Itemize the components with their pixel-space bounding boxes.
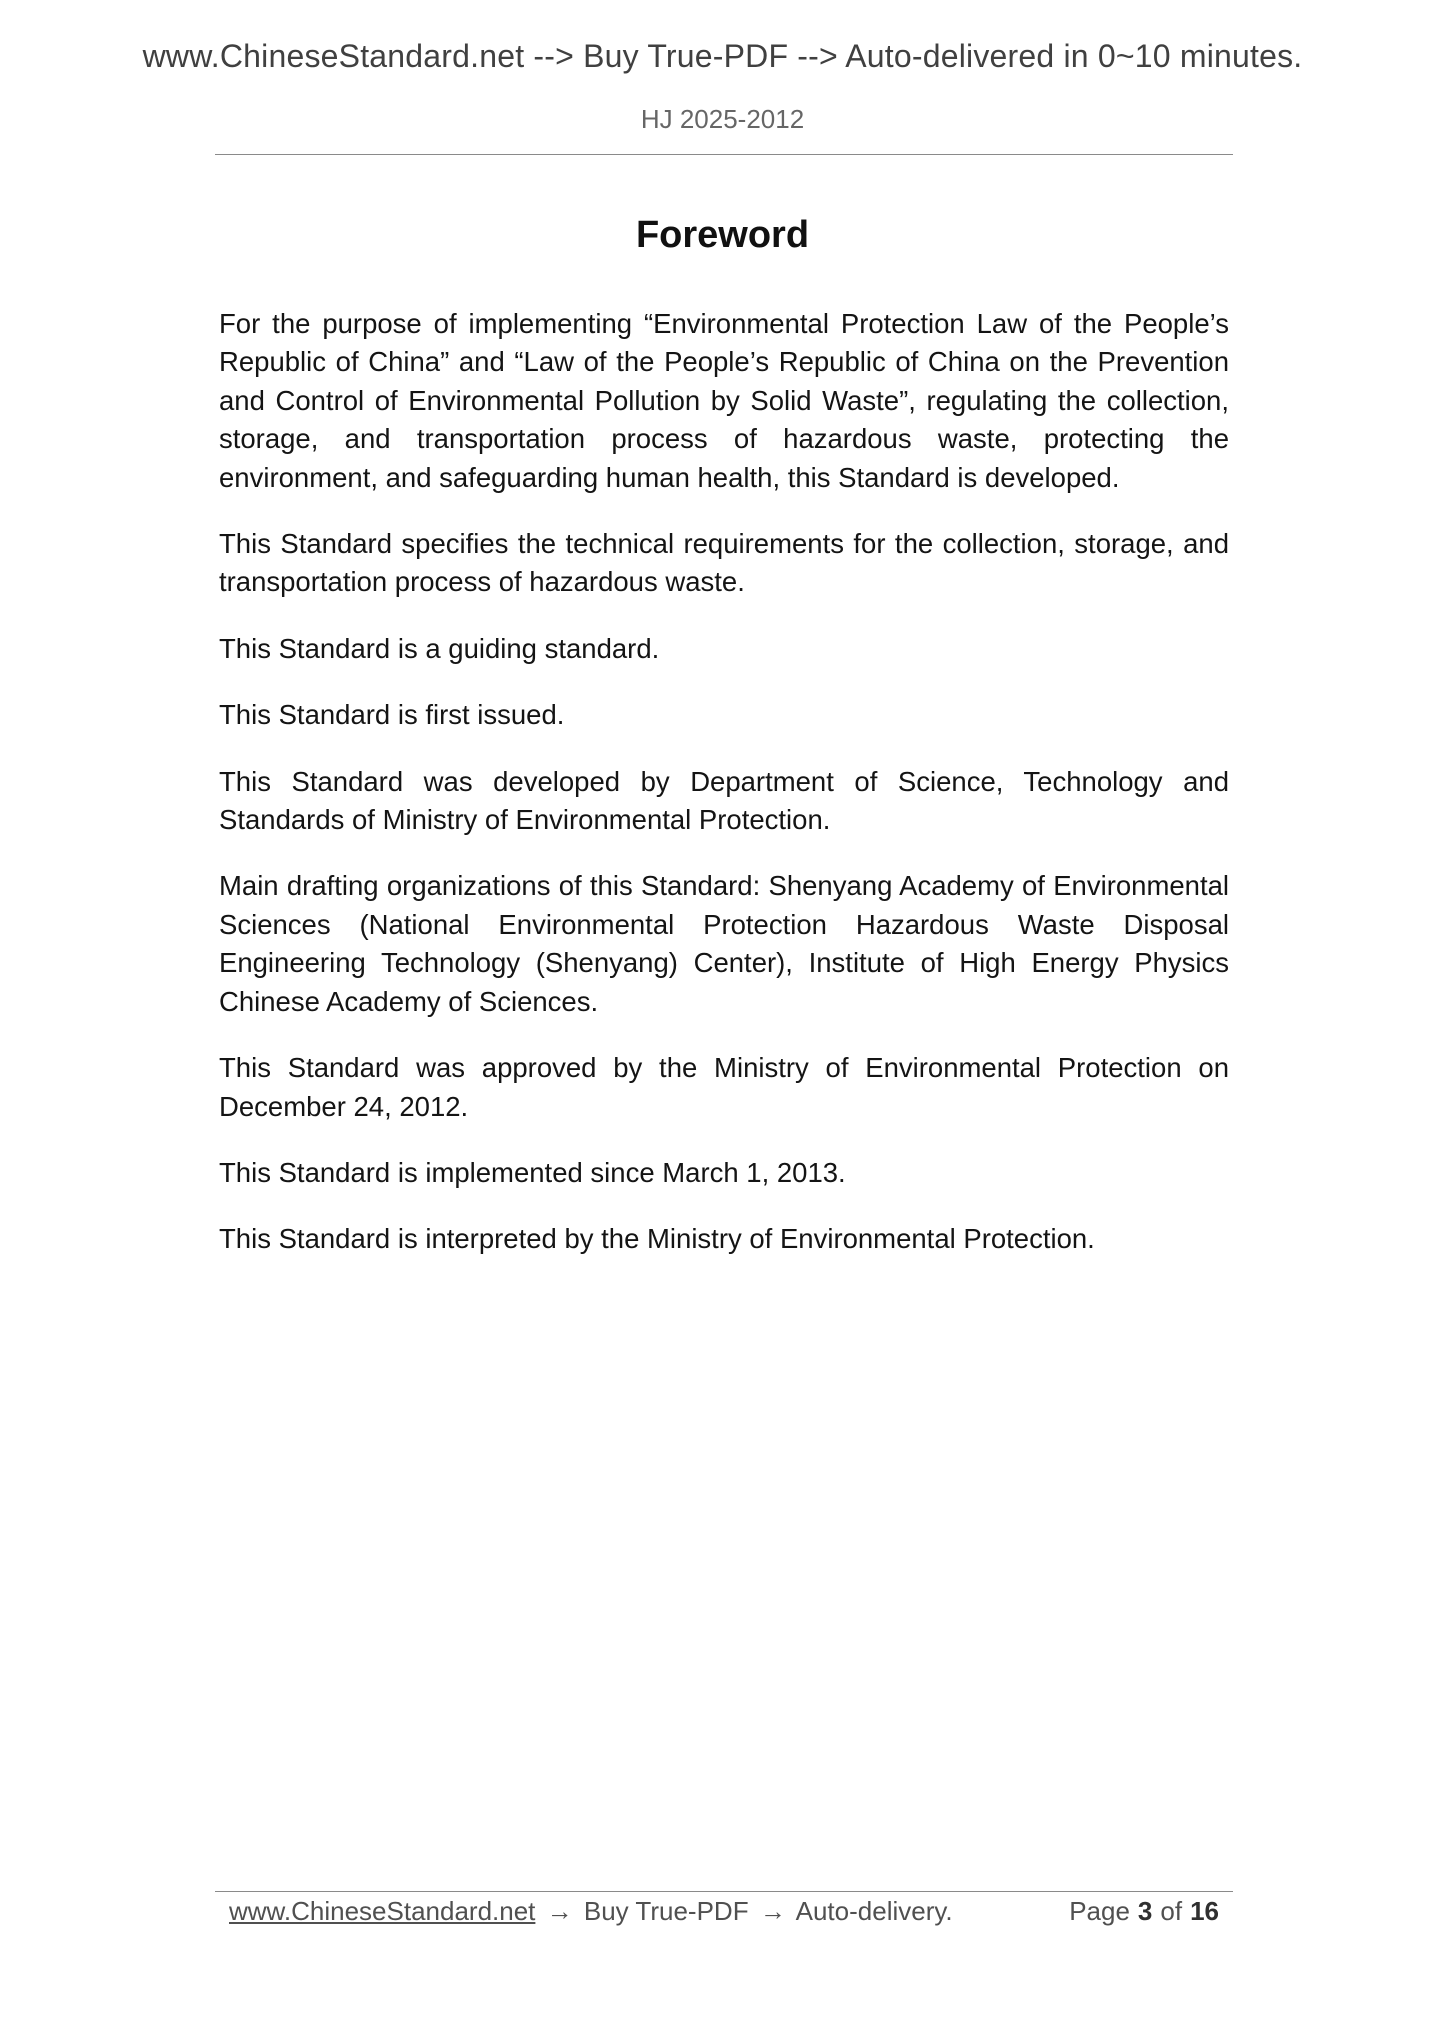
paragraph-first-issued: This Standard is first issued.	[219, 699, 565, 731]
footer-divider	[215, 1891, 1233, 1892]
footer-site-link[interactable]: www.ChineseStandard.net	[229, 1896, 536, 1926]
paragraph-interpreted: This Standard is interpreted by the Ministry of Environmental Protection.	[219, 1223, 1095, 1255]
paragraph-guiding: This Standard is a guiding standard.	[219, 632, 660, 664]
page-label: Page	[1069, 1896, 1130, 1926]
foreword-body	[219, 305, 1229, 1287]
page-number: 3	[1137, 1896, 1153, 1926]
paragraph-drafting-orgs: Main drafting organizations of this Standard: Shenyang Academy of Environmental Sciences (National Environmental Protection Hazardous Waste Disposal Engineering Technology (Shenyang) Center), Institute of High Energy Physics Chinese Academy of Sciences.	[219, 870, 1229, 1017]
paragraph-approved: This Standard was approved by the Ministry of Environmental Protection on December 24, 2012.	[219, 1052, 1229, 1122]
of-label: of	[1160, 1896, 1183, 1926]
paragraph-scope: This Standard specifies the technical requirements for the collection, storage, and transportation process of hazardous waste.	[219, 528, 1229, 598]
header-divider	[215, 154, 1233, 155]
footer-delivery-text: Auto-delivery.	[795, 1896, 953, 1926]
page-title: Foreword	[635, 214, 810, 256]
standard-code: HJ 2025-2012	[640, 104, 805, 134]
paragraph-implemented: This Standard is implemented since March 1, 2013.	[219, 1156, 846, 1188]
footer-buy-text: Buy True-PDF	[583, 1896, 749, 1926]
page-indicator	[1069, 1896, 1219, 1927]
top-banner: www.ChineseStandard.net --> Buy True-PDF --> Auto-delivered in 0~10 minutes.	[142, 38, 1303, 74]
page-total: 16	[1190, 1896, 1219, 1926]
footer-promo	[229, 1896, 953, 1927]
paragraph-developed-by: This Standard was developed by Department of Science, Technology and Standards of Ministry of Environmental Protection.	[219, 765, 1229, 836]
arrow-right-icon: →	[759, 1896, 786, 1926]
arrow-right-icon: →	[546, 1896, 573, 1926]
paragraph-purpose: For the purpose of implementing “Environmental Protection Law of the People’s Republic of China” and “Law of the People’s Republic of China on the Prevention and Control of Environmental Pollution by Solid Waste”, regulating the collection, storage, and transportation process of hazardous waste, protecting the environment, and safeguarding human health, this Standard is developed.	[219, 308, 1229, 493]
